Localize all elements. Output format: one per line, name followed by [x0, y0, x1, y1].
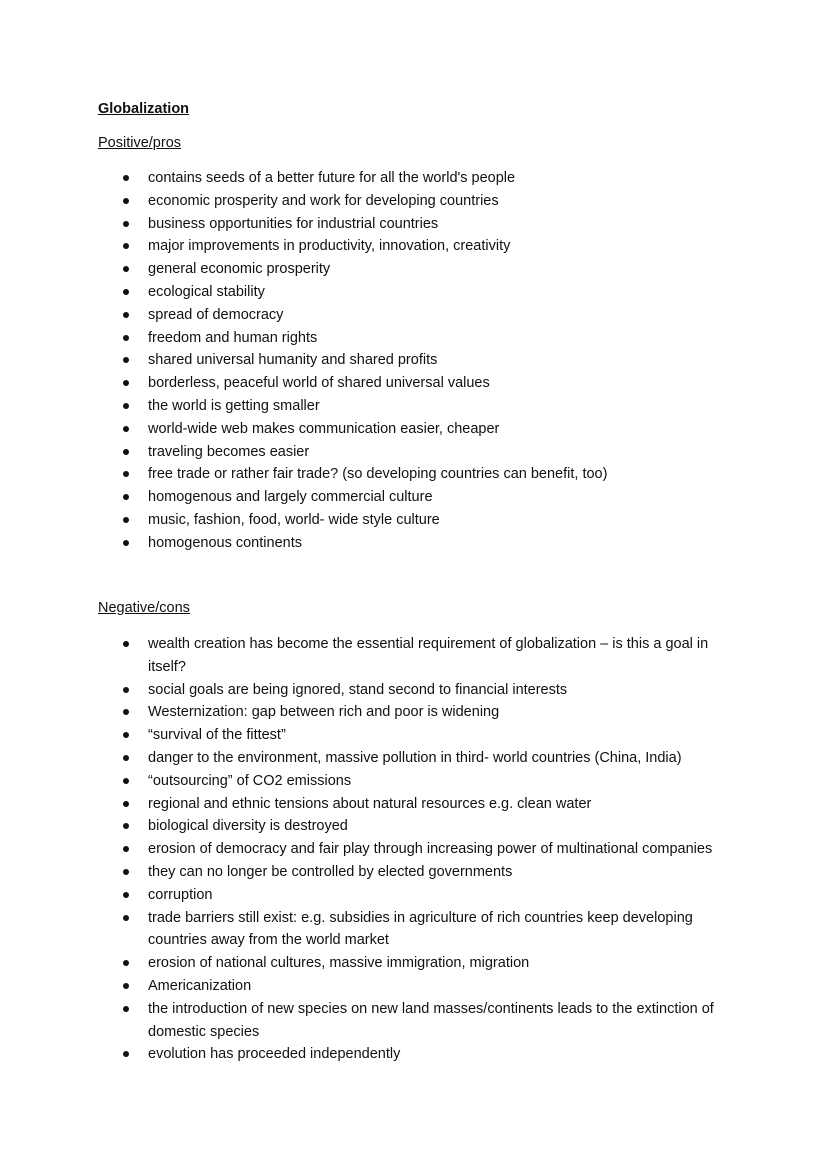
- list-item: danger to the environment, massive pollution in third- world countries (China, India): [0, 747, 828, 770]
- list-item: homogenous and largely commercial culture: [0, 486, 828, 509]
- list-item: wealth creation has become the essential requirement of globalization – is this a goal in itself?: [0, 633, 828, 679]
- list-item: they can no longer be controlled by elected governments: [0, 861, 828, 884]
- list-item: freedom and human rights: [0, 327, 828, 350]
- list-item: erosion of national cultures, massive immigration, migration: [0, 952, 828, 975]
- list-item: social goals are being ignored, stand second to financial interests: [0, 679, 828, 702]
- list-item: Westernization: gap between rich and poor is widening: [0, 701, 828, 724]
- list-item: the introduction of new species on new land masses/continents leads to the extinction of domestic species: [0, 998, 828, 1044]
- list-item: corruption: [0, 884, 828, 907]
- cons-heading: Negative/cons: [98, 600, 190, 616]
- list-item: Americanization: [0, 975, 828, 998]
- list-item: free trade or rather fair trade? (so developing countries can benefit, too): [0, 463, 828, 486]
- list-item: general economic prosperity: [0, 258, 828, 281]
- list-item: world-wide web makes communication easier, cheaper: [0, 418, 828, 441]
- pros-heading: Positive/pros: [98, 135, 182, 151]
- cons-list: [0, 633, 828, 1066]
- list-item: contains seeds of a better future for all the world's people: [0, 167, 828, 190]
- list-item: borderless, peaceful world of shared universal values: [0, 372, 828, 395]
- list-item: shared universal humanity and shared profits: [0, 349, 828, 372]
- list-item: ecological stability: [0, 281, 828, 304]
- list-item: “outsourcing” of CO2 emissions: [0, 770, 828, 793]
- list-item: music, fashion, food, world- wide style culture: [0, 509, 828, 532]
- list-item: economic prosperity and work for developing countries: [0, 190, 828, 213]
- page-title: Globalization: [98, 101, 190, 117]
- pros-list: [0, 167, 828, 555]
- list-item: traveling becomes easier: [0, 441, 828, 464]
- list-item: business opportunities for industrial countries: [0, 213, 828, 236]
- list-item: erosion of democracy and fair play through increasing power of multinational companies: [0, 838, 828, 861]
- list-item: the world is getting smaller: [0, 395, 828, 418]
- list-item: regional and ethnic tensions about natural resources e.g. clean water: [0, 793, 828, 816]
- list-item: evolution has proceeded independently: [0, 1043, 828, 1066]
- list-item: trade barriers still exist: e.g. subsidies in agriculture of rich countries keep developing countries away from the world market: [0, 907, 828, 953]
- list-item: biological diversity is destroyed: [0, 815, 828, 838]
- list-item: spread of democracy: [0, 304, 828, 327]
- list-item: major improvements in productivity, innovation, creativity: [0, 235, 828, 258]
- list-item: homogenous continents: [0, 532, 828, 555]
- list-item: “survival of the fittest”: [0, 724, 828, 747]
